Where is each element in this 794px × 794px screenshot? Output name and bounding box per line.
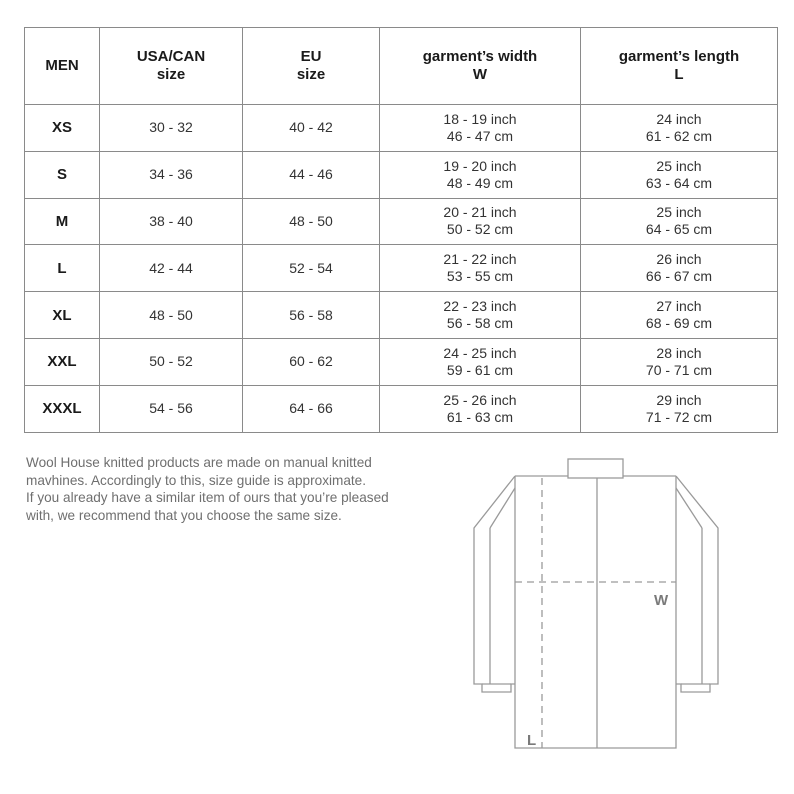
eu-size-cell: 40 - 42	[243, 105, 380, 152]
table-row	[25, 385, 778, 432]
garment-width-cell-value: 50 - 52 cm	[446, 221, 514, 238]
garment-length-cell-value: 28 inch	[656, 344, 702, 361]
table-row	[25, 338, 778, 385]
table-header-row	[25, 28, 778, 105]
garment-width-cell-value: 20 - 21 inch	[443, 204, 517, 221]
note-line: Wool House knitted products are made on manual knitted	[26, 455, 372, 470]
garment-length-cell-value: 25 inch	[656, 204, 702, 221]
garment-length-cell	[581, 198, 778, 245]
garment-width-cell-value: 53 - 55 cm	[446, 268, 514, 285]
usa-can-size-cell: 38 - 40	[100, 198, 243, 245]
usa-can-size-cell: 34 - 36	[100, 151, 243, 198]
garment-width-cell-value: 25 - 26 inch	[443, 391, 517, 408]
note-line: with, we recommend that you choose the same size.	[26, 507, 342, 523]
garment-length-cell-value: 26 inch	[656, 251, 702, 268]
garment-measurement-diagram	[470, 456, 730, 756]
eu-size-cell: 56 - 58	[243, 292, 380, 339]
size-label-cell: M	[25, 198, 100, 245]
garment-length-cell	[581, 151, 778, 198]
usa-can-size-cell: 50 - 52	[100, 338, 243, 385]
garment-width-cell	[380, 338, 581, 385]
garment-length-cell-value: 29 inch	[656, 391, 702, 408]
garment-length-cell	[581, 105, 778, 152]
header-usa-can-size: USA/CAN size	[100, 28, 243, 105]
garment-length-cell-value: 24 inch	[656, 110, 702, 127]
length-label: L	[527, 732, 537, 749]
size-chart-table	[24, 27, 778, 433]
garment-length-cell-value: 27 inch	[656, 298, 702, 315]
garment-length-cell-value: 68 - 69 cm	[645, 315, 713, 332]
garment-width-cell-value: 24 - 25 inch	[443, 344, 517, 361]
eu-size-cell: 64 - 66	[243, 385, 380, 432]
sizing-note	[26, 454, 446, 524]
usa-can-size-cell: 48 - 50	[100, 292, 243, 339]
table-row	[25, 198, 778, 245]
size-label-cell: L	[25, 245, 100, 292]
garment-width-cell	[380, 198, 581, 245]
header-men: MEN	[25, 28, 100, 105]
eu-size-cell: 52 - 54	[243, 245, 380, 292]
garment-width-cell	[380, 105, 581, 152]
garment-width-cell-value: 22 - 23 inch	[443, 298, 517, 315]
garment-width-cell-value: 19 - 20 inch	[443, 157, 517, 174]
eu-size-cell: 48 - 50	[243, 198, 380, 245]
note-line: If you already have a similar item of ours that you’re pleased	[26, 490, 389, 505]
usa-can-size-cell: 42 - 44	[100, 245, 243, 292]
usa-can-size-cell: 30 - 32	[100, 105, 243, 152]
usa-can-size-cell: 54 - 56	[100, 385, 243, 432]
measurement-guides	[515, 478, 676, 748]
table-row	[25, 245, 778, 292]
garment-width-cell-value: 59 - 61 cm	[446, 361, 514, 378]
garment-width-cell	[380, 151, 581, 198]
size-label-cell: S	[25, 151, 100, 198]
sweater-outline	[474, 459, 718, 748]
garment-width-cell	[380, 385, 581, 432]
header-garment-length: garment’s length L	[581, 28, 778, 105]
garment-length-cell	[581, 385, 778, 432]
garment-width-cell	[380, 292, 581, 339]
garment-length-cell-value: 61 - 62 cm	[645, 127, 713, 144]
eu-size-cell: 44 - 46	[243, 151, 380, 198]
eu-size-cell: 60 - 62	[243, 338, 380, 385]
garment-length-cell-value: 71 - 72 cm	[645, 408, 713, 425]
garment-width-cell-value: 46 - 47 cm	[446, 127, 514, 144]
table-row	[25, 292, 778, 339]
size-label-cell: XXXL	[25, 385, 100, 432]
garment-width-cell-value: 21 - 22 inch	[443, 251, 517, 268]
garment-length-cell-value: 70 - 71 cm	[645, 361, 713, 378]
garment-width-cell-value: 56 - 58 cm	[446, 315, 514, 332]
size-label-cell: XL	[25, 292, 100, 339]
note-line: mavhines. Accordingly to this, size guide is approximate.	[26, 472, 367, 488]
garment-width-cell	[380, 245, 581, 292]
width-label: W	[654, 592, 669, 609]
garment-length-cell	[581, 292, 778, 339]
garment-width-cell-value: 18 - 19 inch	[443, 110, 517, 127]
header-garment-width: garment’s width W	[380, 28, 581, 105]
table-row	[25, 151, 778, 198]
garment-width-cell-value: 61 - 63 cm	[446, 408, 514, 425]
garment-length-cell-value: 63 - 64 cm	[645, 174, 713, 191]
size-label-cell: XS	[25, 105, 100, 152]
table-row	[25, 105, 778, 152]
garment-length-cell-value: 25 inch	[656, 157, 702, 174]
garment-width-cell-value: 48 - 49 cm	[446, 174, 514, 191]
header-eu-size: EU size	[243, 28, 380, 105]
garment-length-cell-value: 64 - 65 cm	[645, 221, 713, 238]
garment-length-cell-value: 66 - 67 cm	[645, 268, 713, 285]
garment-length-cell	[581, 338, 778, 385]
size-label-cell: XXL	[25, 338, 100, 385]
garment-length-cell	[581, 245, 778, 292]
